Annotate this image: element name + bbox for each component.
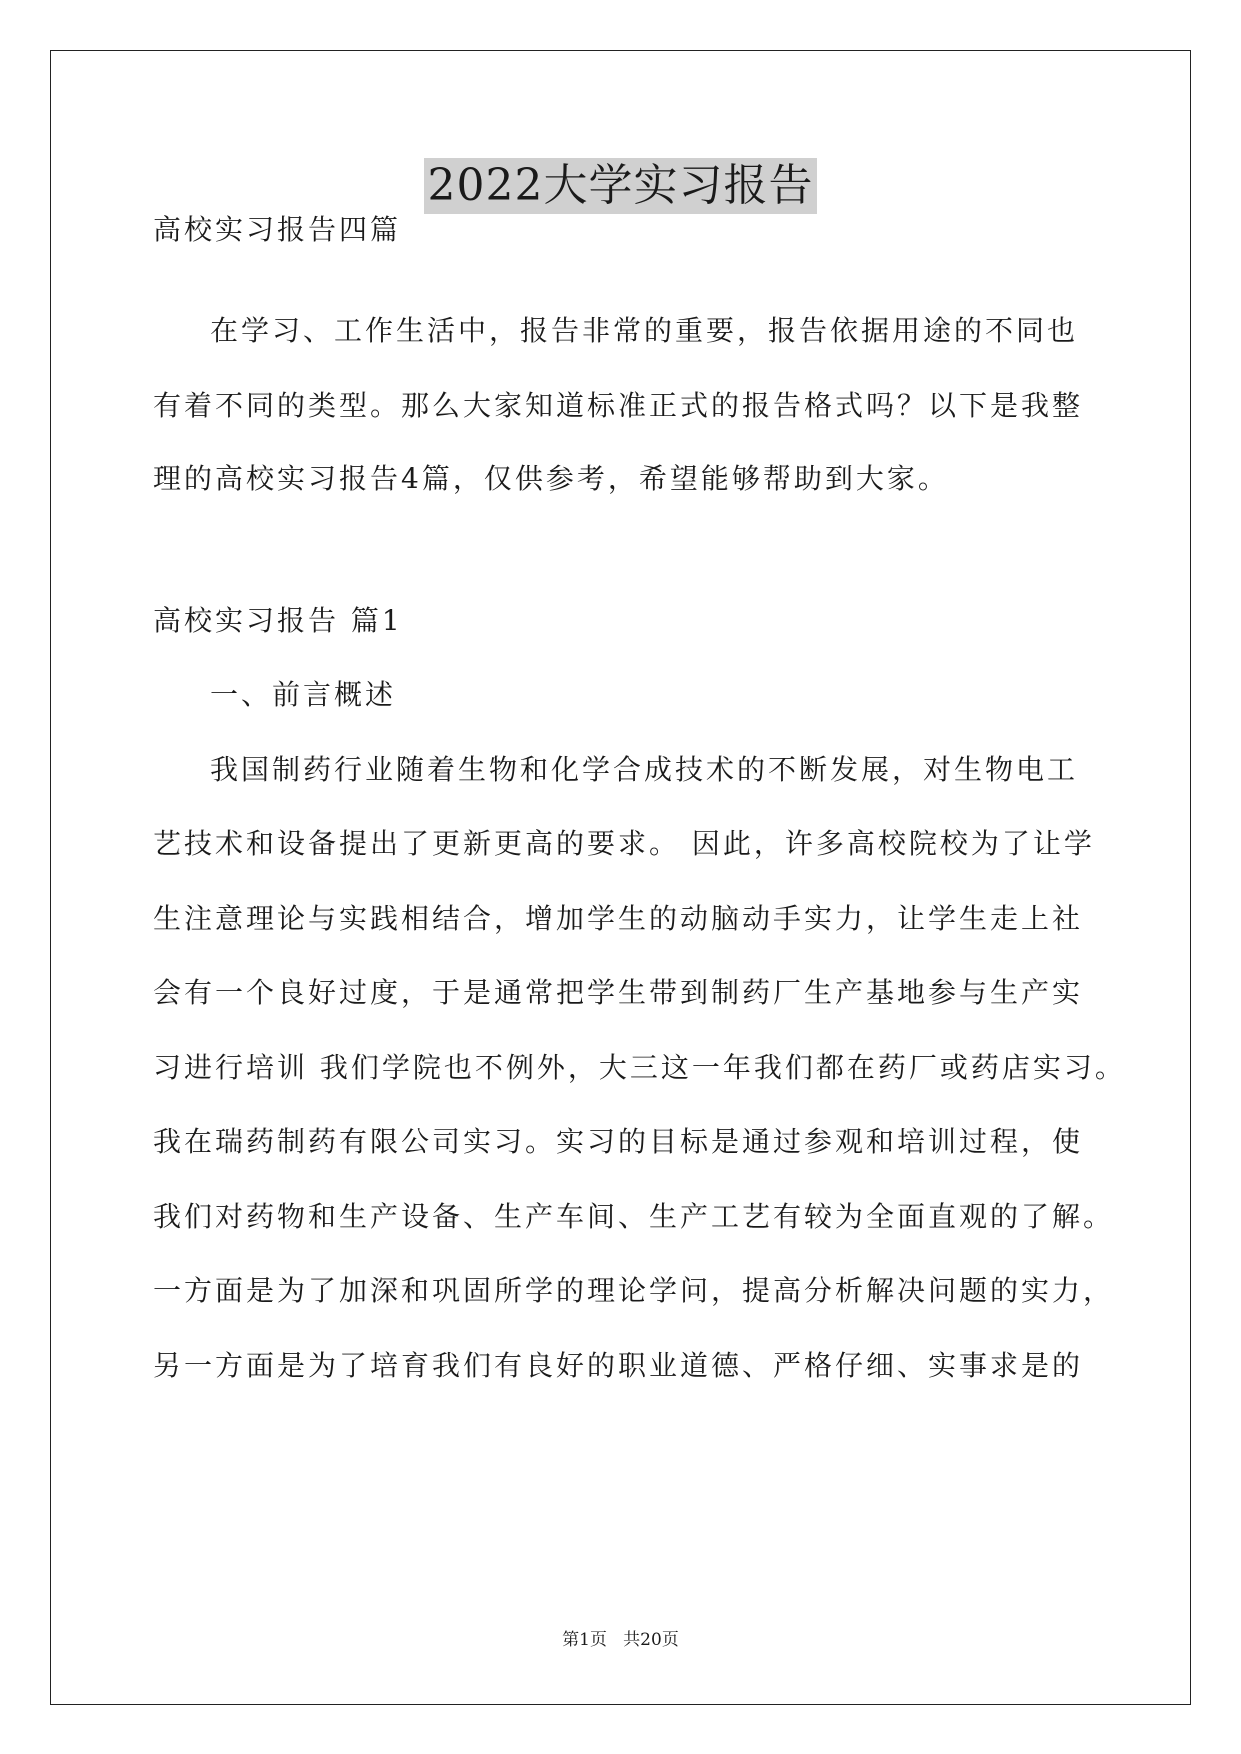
paragraph-line: 我在瑞药制药有限公司实习。实习的目标是通过参观和培训过程，使: [153, 1125, 1084, 1158]
paragraph-line: 习进行培训 我们学院也不例外，大三这一年我们都在药厂或药店实习。: [153, 1051, 1126, 1084]
document-title: 2022大学实习报告: [424, 158, 818, 214]
paragraph-line: 我们对药物和生产设备、生产车间、生产工艺有较为全面直观的了解。: [153, 1200, 1115, 1233]
section-heading: 高校实习报告四篇: [153, 213, 402, 246]
paragraph-line: 生注意理论与实践相结合，增加学生的动脑动手实力，让学生走上社: [153, 902, 1084, 935]
title-container: [0, 158, 1241, 214]
section-heading: 高校实习报告 篇1: [153, 604, 403, 637]
paragraph-line: 艺技术和设备提出了更新更高的要求。 因此，许多高校院校为了让学: [153, 827, 1095, 860]
paragraph-line: 在学习、工作生活中，报告非常的重要，报告依据用途的不同也: [210, 314, 1079, 347]
page-border: [50, 50, 1191, 1705]
paragraph-line: 一方面是为了加深和巩固所学的理论学问，提高分析解决问题的实力，: [153, 1274, 1115, 1307]
paragraph-line: 有着不同的类型。那么大家知道标准正式的报告格式吗？以下是我整: [153, 389, 1084, 422]
paragraph-line: 理的高校实习报告4篇，仅供参考，希望能够帮助到大家。: [153, 462, 949, 495]
subsection-heading: 一、前言概述: [210, 678, 397, 711]
paragraph-line: 会有一个良好过度，于是通常把学生带到制药厂生产基地参与生产实: [153, 976, 1084, 1009]
page-footer: 第1页 共20页: [562, 1630, 679, 1650]
paragraph-line: 我国制药行业随着生物和化学合成技术的不断发展，对生物电工: [210, 753, 1079, 786]
paragraph-line: 另一方面是为了培育我们有良好的职业道德、严格仔细、实事求是的: [153, 1349, 1084, 1382]
